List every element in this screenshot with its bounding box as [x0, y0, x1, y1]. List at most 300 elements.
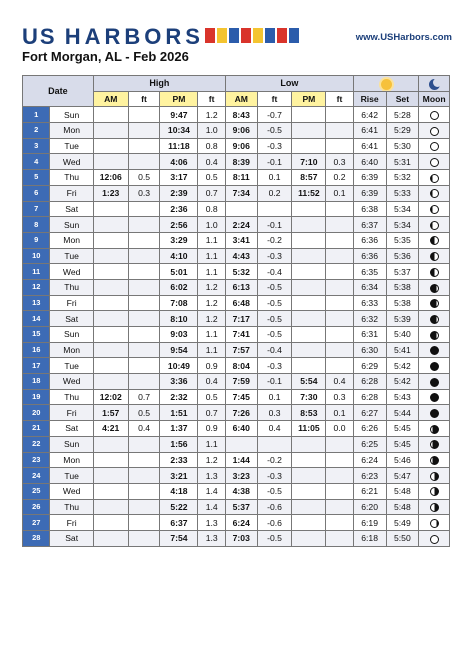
high-pm-height: 1.1 [198, 342, 225, 358]
high-am-time [93, 295, 128, 311]
moon-phase-cell [419, 232, 450, 248]
moon-phase-cell [419, 154, 450, 170]
low-am-time: 2:24 [225, 217, 257, 233]
moon-phase-icon [430, 221, 439, 230]
row-number: 8 [23, 217, 50, 233]
day-name: Sat [50, 421, 93, 437]
moon-phase-icon [430, 252, 439, 261]
row-number: 10 [23, 248, 50, 264]
sunset-time: 5:36 [386, 248, 419, 264]
high-am-height [128, 499, 160, 515]
low-pm-time [292, 248, 326, 264]
day-name: Sat [50, 201, 93, 217]
low-am-height: -0.5 [257, 311, 292, 327]
moon-phase-cell [419, 421, 450, 437]
row-number: 7 [23, 201, 50, 217]
high-am-time: 1:23 [93, 185, 128, 201]
high-am-time [93, 217, 128, 233]
row-number: 3 [23, 138, 50, 154]
low-pm-height [326, 358, 353, 374]
high-am-time [93, 154, 128, 170]
low-am-height: -0.5 [257, 530, 292, 546]
low-pm-height [326, 342, 353, 358]
table-row [23, 154, 450, 170]
sunrise-time: 6:35 [353, 264, 386, 280]
low-am-time: 3:41 [225, 232, 257, 248]
low-pm-time [292, 311, 326, 327]
low-am-height: -0.3 [257, 358, 292, 374]
sunrise-time: 6:28 [353, 389, 386, 405]
low-pm-time [292, 483, 326, 499]
day-name: Tue [50, 358, 93, 374]
high-am-height [128, 154, 160, 170]
table-row [23, 279, 450, 295]
table-row [23, 483, 450, 499]
sunrise-time: 6:36 [353, 232, 386, 248]
high-am-ft-header: ft [128, 91, 160, 107]
high-pm-height: 0.9 [198, 358, 225, 374]
sunset-time: 5:34 [386, 201, 419, 217]
high-pm-height: 1.2 [198, 452, 225, 468]
low-am-height: -0.5 [257, 295, 292, 311]
row-number: 21 [23, 421, 50, 437]
flag-icon [217, 28, 227, 43]
table-row [23, 311, 450, 327]
moon-phase-icon [430, 409, 439, 418]
high-am-time [93, 452, 128, 468]
table-row [23, 232, 450, 248]
day-name: Sat [50, 530, 93, 546]
day-name: Thu [50, 170, 93, 186]
sunrise-time: 6:19 [353, 515, 386, 531]
row-number: 16 [23, 342, 50, 358]
high-am-time [93, 123, 128, 139]
high-pm-height: 0.5 [198, 389, 225, 405]
row-number: 4 [23, 154, 50, 170]
low-pm-height [326, 123, 353, 139]
high-am-time [93, 248, 128, 264]
high-pm-height: 0.9 [198, 421, 225, 437]
high-pm-time: 3:36 [160, 374, 198, 390]
row-number: 23 [23, 452, 50, 468]
sunset-time: 5:43 [386, 389, 419, 405]
low-pm-time [292, 201, 326, 217]
high-pm-height: 1.1 [198, 264, 225, 280]
low-am-time: 9:06 [225, 123, 257, 139]
low-am-height: -0.1 [257, 154, 292, 170]
high-pm-time: 7:08 [160, 295, 198, 311]
sunset-time: 5:42 [386, 374, 419, 390]
table-row [23, 327, 450, 343]
sunset-time: 5:44 [386, 405, 419, 421]
low-pm-height: 0.2 [326, 170, 353, 186]
high-am-height [128, 217, 160, 233]
high-pm-height: 0.8 [198, 201, 225, 217]
high-am-height [128, 138, 160, 154]
low-am-time: 4:43 [225, 248, 257, 264]
table-row [23, 123, 450, 139]
high-am-height: 0.3 [128, 185, 160, 201]
day-name: Mon [50, 123, 93, 139]
low-am-height: -0.3 [257, 248, 292, 264]
row-number: 25 [23, 483, 50, 499]
day-name: Thu [50, 389, 93, 405]
row-number: 1 [23, 107, 50, 123]
sunrise-time: 6:18 [353, 530, 386, 546]
day-name: Tue [50, 248, 93, 264]
flag-icon [265, 28, 275, 43]
table-row [23, 342, 450, 358]
low-header: Low [225, 76, 353, 92]
low-am-time: 5:37 [225, 499, 257, 515]
low-pm-height [326, 436, 353, 452]
low-am-height: -0.6 [257, 515, 292, 531]
high-am-time [93, 264, 128, 280]
moon-phase-cell [419, 436, 450, 452]
moon-phase-icon [430, 503, 439, 512]
low-pm-height [326, 107, 353, 123]
row-number: 6 [23, 185, 50, 201]
low-am-height: -0.5 [257, 483, 292, 499]
moon-phase-icon [430, 346, 439, 355]
table-row [23, 374, 450, 390]
moon-phase-cell [419, 483, 450, 499]
set-header: Set [386, 91, 419, 107]
website-link[interactable]: www.USHarbors.com [355, 32, 452, 43]
sunrise-time: 6:27 [353, 405, 386, 421]
row-number: 13 [23, 295, 50, 311]
low-pm-time [292, 358, 326, 374]
moon-phase-icon [430, 425, 439, 434]
high-pm-header: PM [160, 91, 198, 107]
high-am-height [128, 358, 160, 374]
low-am-time: 8:43 [225, 107, 257, 123]
high-pm-height: 1.3 [198, 515, 225, 531]
moon-phase-icon [430, 205, 439, 214]
low-pm-time: 11:05 [292, 421, 326, 437]
moon-phase-cell [419, 311, 450, 327]
day-name: Wed [50, 483, 93, 499]
high-pm-time: 9:54 [160, 342, 198, 358]
table-row [23, 295, 450, 311]
high-pm-time: 4:10 [160, 248, 198, 264]
row-number: 19 [23, 389, 50, 405]
high-pm-time: 6:37 [160, 515, 198, 531]
low-am-time: 1:44 [225, 452, 257, 468]
brand-logo [22, 24, 204, 50]
low-pm-time [292, 452, 326, 468]
high-am-time [93, 374, 128, 390]
low-am-time: 7:26 [225, 405, 257, 421]
high-am-height [128, 468, 160, 484]
day-name: Thu [50, 279, 93, 295]
sunrise-time: 6:37 [353, 217, 386, 233]
sunset-time: 5:28 [386, 107, 419, 123]
moon-phase-cell [419, 530, 450, 546]
high-am-time [93, 530, 128, 546]
sunset-time: 5:34 [386, 217, 419, 233]
moon-phase-cell [419, 279, 450, 295]
low-pm-time [292, 107, 326, 123]
low-pm-height [326, 248, 353, 264]
high-am-time [93, 515, 128, 531]
flag-icon [205, 28, 215, 43]
day-name: Sun [50, 327, 93, 343]
low-am-time: 7:45 [225, 389, 257, 405]
high-am-time [93, 327, 128, 343]
high-pm-height: 1.4 [198, 499, 225, 515]
high-am-height [128, 107, 160, 123]
low-pm-height [326, 468, 353, 484]
low-am-time: 6:13 [225, 279, 257, 295]
high-am-height [128, 201, 160, 217]
high-am-time [93, 107, 128, 123]
low-pm-time [292, 279, 326, 295]
high-am-height: 0.4 [128, 421, 160, 437]
low-pm-time [292, 515, 326, 531]
sunset-time: 5:47 [386, 468, 419, 484]
high-pm-time: 3:17 [160, 170, 198, 186]
high-am-height [128, 232, 160, 248]
low-pm-height: 0.4 [326, 374, 353, 390]
moon-phase-icon [430, 393, 439, 402]
day-name: Fri [50, 295, 93, 311]
sunrise-time: 6:26 [353, 421, 386, 437]
moon-phase-cell [419, 217, 450, 233]
high-am-height [128, 530, 160, 546]
sunrise-time: 6:24 [353, 452, 386, 468]
sunset-time: 5:38 [386, 279, 419, 295]
moon-phase-cell [419, 374, 450, 390]
low-pm-time [292, 327, 326, 343]
low-am-height [257, 436, 292, 452]
sunrise-time: 6:25 [353, 436, 386, 452]
low-am-height: 0.4 [257, 421, 292, 437]
moon-phase-icon [430, 535, 439, 544]
low-pm-height: 0.3 [326, 154, 353, 170]
tide-table [22, 75, 450, 547]
moon-phase-icon [430, 236, 439, 245]
moon-phase-cell [419, 295, 450, 311]
low-am-height: -0.2 [257, 452, 292, 468]
sunset-time: 5:39 [386, 311, 419, 327]
sunrise-time: 6:31 [353, 327, 386, 343]
high-am-time [93, 436, 128, 452]
high-pm-time: 2:39 [160, 185, 198, 201]
high-am-time [93, 311, 128, 327]
low-am-height: -0.4 [257, 264, 292, 280]
row-number: 12 [23, 279, 50, 295]
low-pm-time: 7:10 [292, 154, 326, 170]
brand-us: US [22, 24, 57, 49]
low-pm-height [326, 327, 353, 343]
moon-header [419, 76, 450, 92]
sunset-time: 5:29 [386, 123, 419, 139]
high-pm-time: 2:56 [160, 217, 198, 233]
low-pm-height [326, 452, 353, 468]
high-am-time [93, 342, 128, 358]
low-pm-header: PM [292, 91, 326, 107]
low-pm-height [326, 201, 353, 217]
high-pm-height: 0.4 [198, 374, 225, 390]
low-am-height: -0.5 [257, 327, 292, 343]
high-pm-time: 10:49 [160, 358, 198, 374]
low-am-height: -0.5 [257, 123, 292, 139]
sunrise-time: 6:34 [353, 279, 386, 295]
sunset-time: 5:40 [386, 327, 419, 343]
header [22, 24, 452, 64]
row-number: 18 [23, 374, 50, 390]
low-pm-height [326, 279, 353, 295]
sunset-time: 5:30 [386, 138, 419, 154]
row-number: 20 [23, 405, 50, 421]
high-am-header: AM [93, 91, 128, 107]
high-am-time [93, 138, 128, 154]
high-am-height: 0.5 [128, 170, 160, 186]
moon-phase-icon [430, 189, 439, 198]
high-pm-time: 3:21 [160, 468, 198, 484]
high-pm-time: 7:54 [160, 530, 198, 546]
low-am-time: 6:24 [225, 515, 257, 531]
low-pm-time [292, 232, 326, 248]
high-pm-ft-header: ft [198, 91, 225, 107]
moon-col-header: Moon [419, 91, 450, 107]
moon-phase-icon [430, 456, 439, 465]
low-am-height: -0.7 [257, 107, 292, 123]
low-pm-height [326, 264, 353, 280]
moon-phase-cell [419, 138, 450, 154]
row-number: 26 [23, 499, 50, 515]
moon-phase-icon [430, 378, 439, 387]
low-pm-time: 8:57 [292, 170, 326, 186]
sunset-time: 5:38 [386, 295, 419, 311]
high-am-height [128, 264, 160, 280]
high-pm-height: 1.1 [198, 248, 225, 264]
low-am-height [257, 201, 292, 217]
high-header: High [93, 76, 225, 92]
high-pm-height: 1.2 [198, 295, 225, 311]
low-am-height: -0.6 [257, 499, 292, 515]
row-number: 24 [23, 468, 50, 484]
moon-phase-cell [419, 515, 450, 531]
high-am-time: 4:21 [93, 421, 128, 437]
low-am-height: 0.3 [257, 405, 292, 421]
row-number: 11 [23, 264, 50, 280]
low-am-height: -0.1 [257, 217, 292, 233]
low-am-height: -0.5 [257, 279, 292, 295]
flag-icon [253, 28, 263, 43]
sunrise-time: 6:21 [353, 483, 386, 499]
high-pm-time: 10:34 [160, 123, 198, 139]
high-pm-time: 2:36 [160, 201, 198, 217]
day-name: Fri [50, 185, 93, 201]
high-pm-time: 8:10 [160, 311, 198, 327]
table-row [23, 452, 450, 468]
moon-phase-icon [430, 299, 439, 308]
day-name: Wed [50, 264, 93, 280]
day-name: Mon [50, 232, 93, 248]
table-row [23, 170, 450, 186]
low-pm-time: 7:30 [292, 389, 326, 405]
high-am-time [93, 468, 128, 484]
low-am-time: 8:39 [225, 154, 257, 170]
low-pm-height [326, 530, 353, 546]
high-pm-height: 0.7 [198, 185, 225, 201]
high-pm-height: 1.0 [198, 217, 225, 233]
crescent-moon-icon [429, 79, 440, 90]
high-pm-height: 1.2 [198, 279, 225, 295]
moon-phase-cell [419, 389, 450, 405]
low-pm-time: 11:52 [292, 185, 326, 201]
day-name: Sun [50, 436, 93, 452]
day-name: Mon [50, 452, 93, 468]
row-number: 14 [23, 311, 50, 327]
moon-phase-cell [419, 201, 450, 217]
day-name: Tue [50, 468, 93, 484]
low-am-time: 8:11 [225, 170, 257, 186]
table-row [23, 201, 450, 217]
high-am-height [128, 311, 160, 327]
moon-phase-cell [419, 405, 450, 421]
low-pm-time [292, 342, 326, 358]
high-pm-time: 1:56 [160, 436, 198, 452]
sunset-time: 5:41 [386, 342, 419, 358]
sunset-time: 5:42 [386, 358, 419, 374]
high-pm-time: 6:02 [160, 279, 198, 295]
high-am-height [128, 515, 160, 531]
low-am-time: 6:40 [225, 421, 257, 437]
low-pm-time [292, 123, 326, 139]
sunrise-time: 6:30 [353, 342, 386, 358]
sunrise-time: 6:33 [353, 295, 386, 311]
moon-phase-icon [430, 487, 439, 496]
moon-phase-icon [430, 142, 439, 151]
moon-phase-icon [430, 174, 439, 183]
high-pm-height: 1.0 [198, 123, 225, 139]
low-pm-height: 0.3 [326, 389, 353, 405]
low-am-time: 7:57 [225, 342, 257, 358]
high-am-height [128, 295, 160, 311]
sunrise-time: 6:32 [353, 311, 386, 327]
high-am-height [128, 248, 160, 264]
high-am-height [128, 452, 160, 468]
high-am-time [93, 358, 128, 374]
low-pm-time [292, 295, 326, 311]
low-pm-height [326, 499, 353, 515]
sunrise-time: 6:23 [353, 468, 386, 484]
sunrise-time: 6:39 [353, 185, 386, 201]
low-pm-time [292, 436, 326, 452]
sunset-time: 5:35 [386, 232, 419, 248]
high-am-time [93, 232, 128, 248]
row-number: 27 [23, 515, 50, 531]
high-pm-height: 1.2 [198, 311, 225, 327]
high-pm-time: 4:18 [160, 483, 198, 499]
sunrise-time: 6:20 [353, 499, 386, 515]
table-row [23, 515, 450, 531]
sunset-time: 5:48 [386, 499, 419, 515]
sunrise-time: 6:29 [353, 358, 386, 374]
sun-icon [381, 79, 392, 90]
high-am-height [128, 123, 160, 139]
moon-phase-cell [419, 264, 450, 280]
row-number: 9 [23, 232, 50, 248]
sunset-time: 5:33 [386, 185, 419, 201]
table-row [23, 185, 450, 201]
flag-icon [277, 28, 287, 43]
table-row [23, 217, 450, 233]
low-am-time: 5:32 [225, 264, 257, 280]
